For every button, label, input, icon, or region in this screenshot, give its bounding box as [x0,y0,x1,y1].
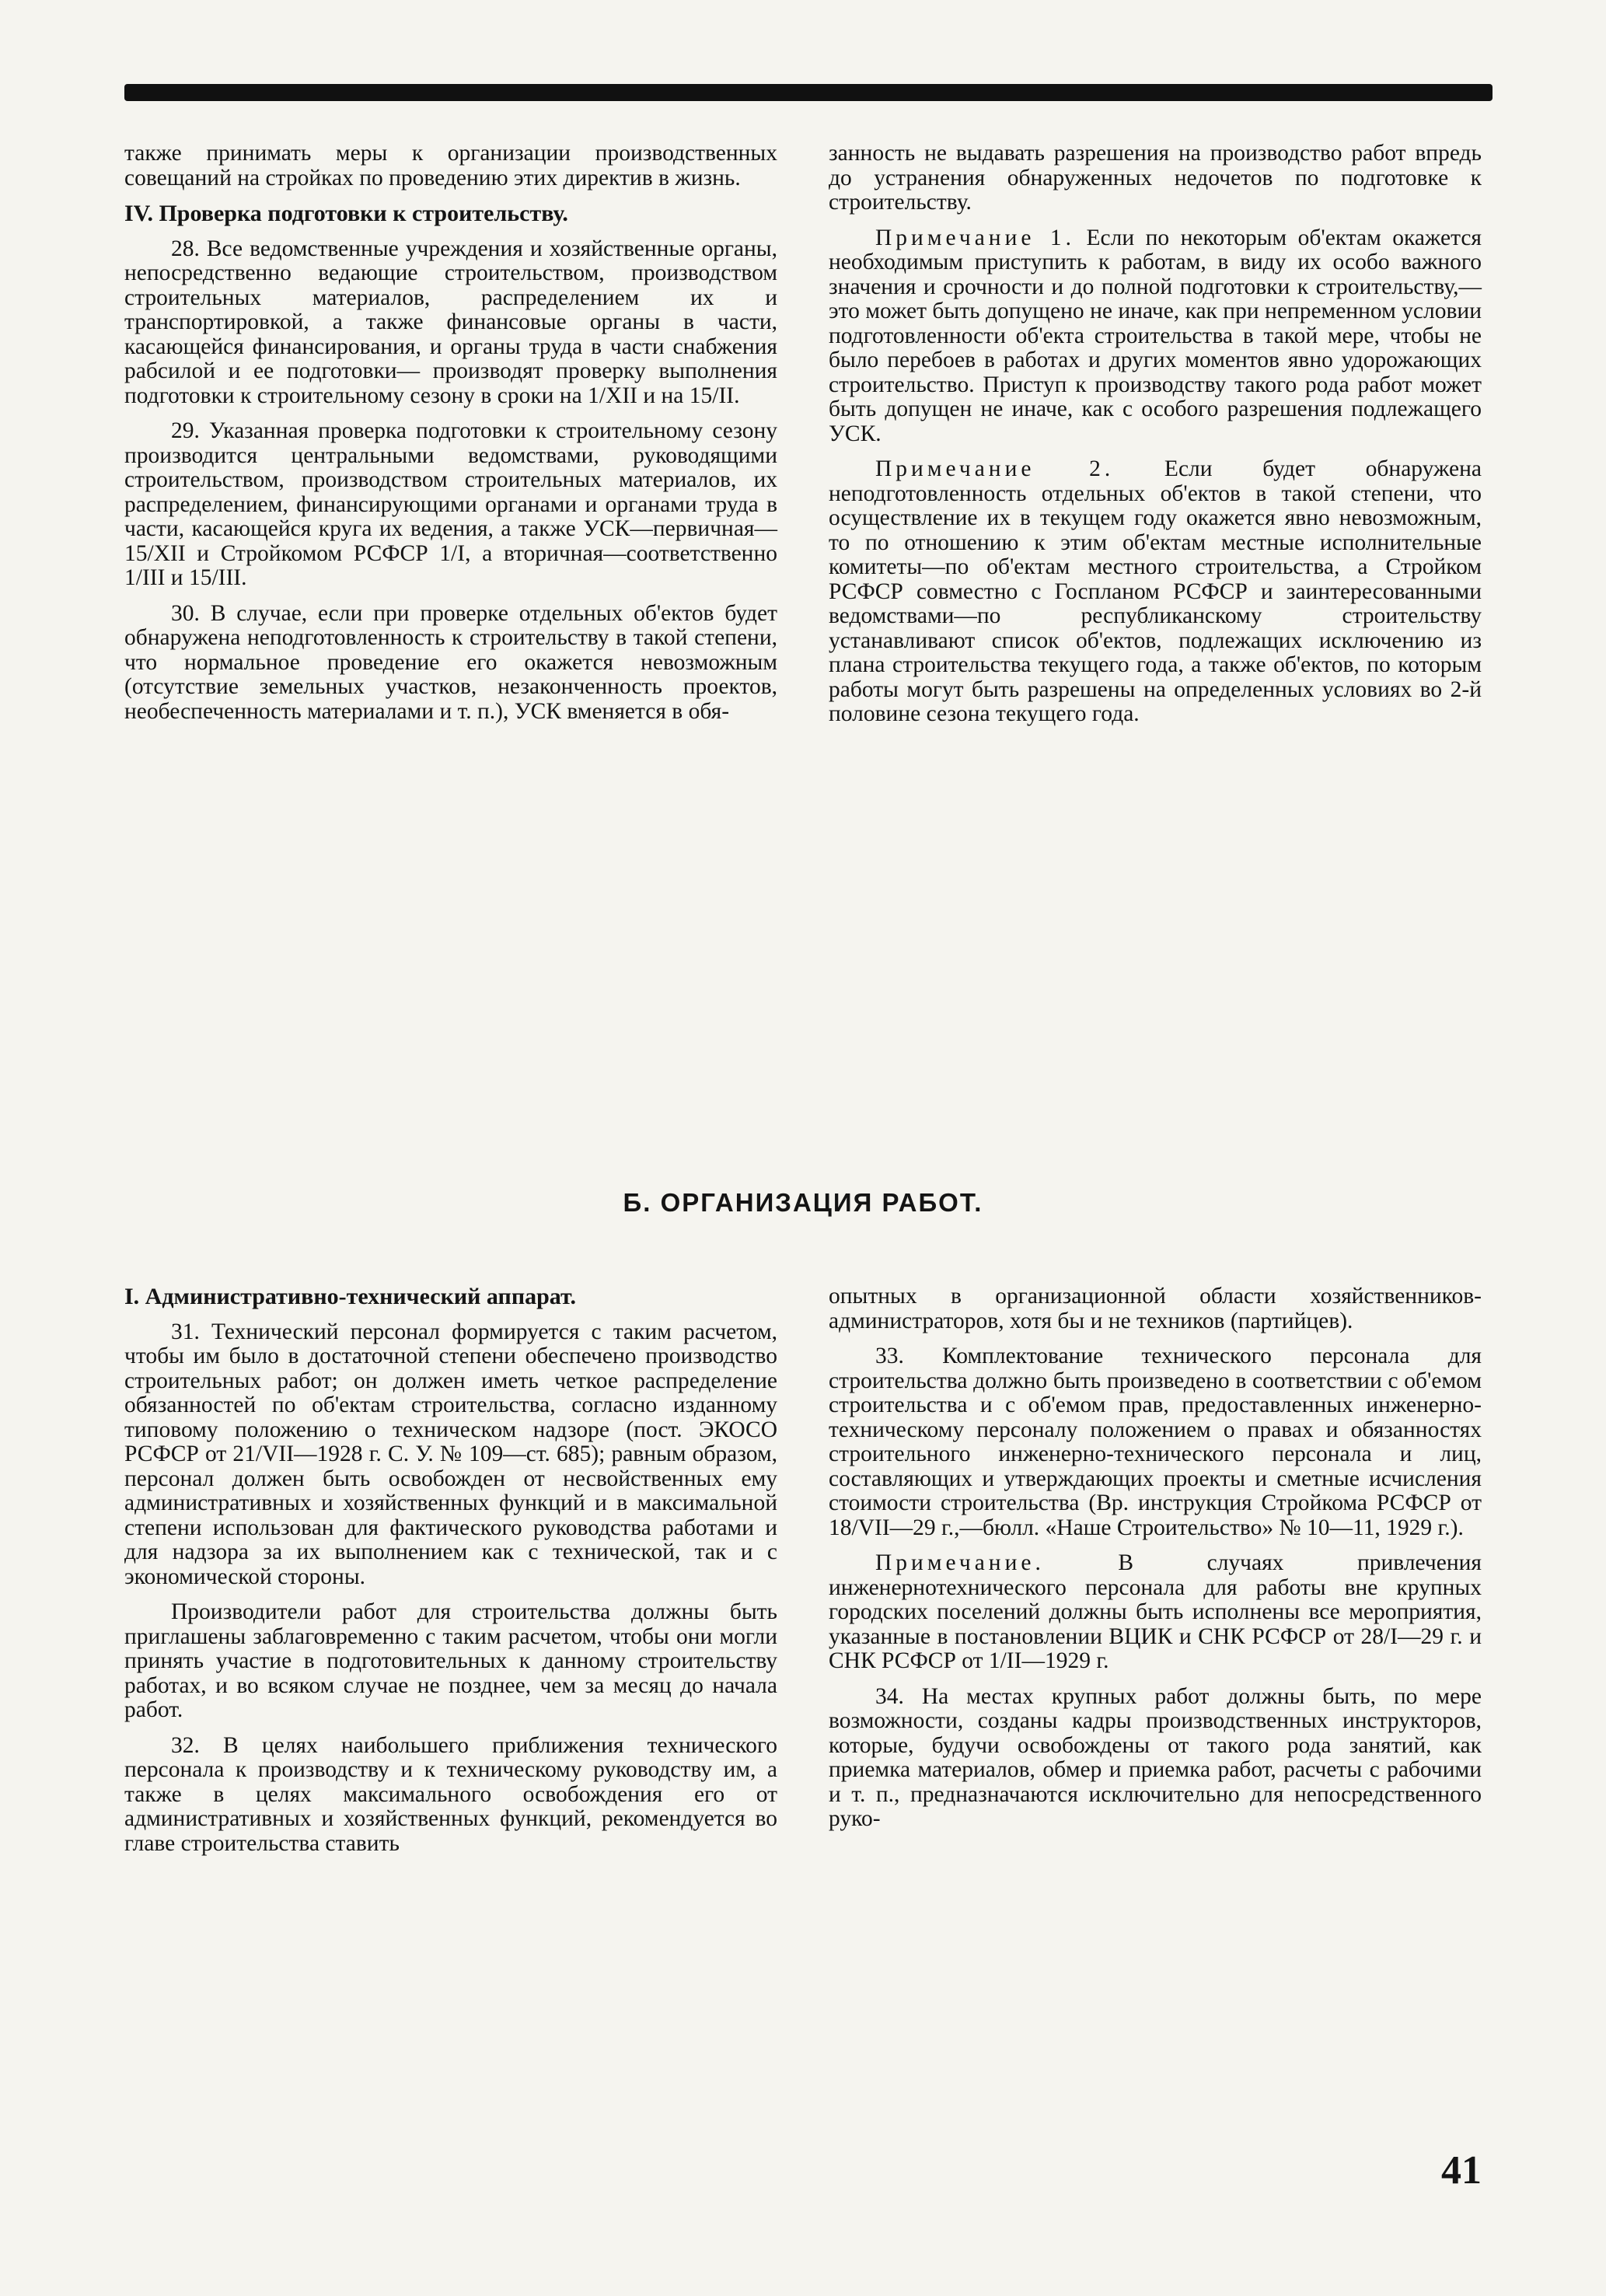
paragraph-32: 32. В целях наибольшего приближения технического персонала к производству и к техническому руководству им, а также в целях максимального освобождения его от административных и хозяйственных функций, рекомендуется во главе строительства ставить [124,1732,777,1856]
carryover-paragraph: опытных в организационной области хозяйственников-администраторов, хотя бы и не техников (партийцев). [829,1284,1482,1333]
paragraph-31: 31. Технический персонал формируется с таким расчетом, чтобы им было в достаточной степени обеспечено производство строительных работ; он должен иметь четкое распределение обязанностей по об'ектам строительства, согласно изданному типовому положению о техническом надзоре (пост. ЭКОСО РСФСР от 21/VII—1928 г. С. У. № 109—ст. 685); равным образом, персонал должен быть освобожден от несвойственных ему административных и хозяйственных функций и в максимальной степени использован для фактического руководства работами и для надзора за их выполнением как с технической, так и с экономической стороны. [124,1319,777,1589]
paragraph-33: 33. Комплектование технического персонала для строительства должно быть произведено в соответствии с об'емом строительства и с об'емом прав, предоставленных инженерно-техническому персоналу положением о правах и обязанностях строительного инженерно-технического персонала и лиц, составляющих и утверждающих проекты и сметные исчисления стоимости строительства (Вр. инструкция Стройкома РСФСР от 18/VII—29 г.,—бюлл. «Наше Строительство» № 10—11, 1929 г.). [829,1344,1482,1540]
paragraph-28: 28. Все ведомственные учреждения и хозяйственные органы, непосредственно ведающие строительством, производством строительных материалов, распределением их и транспортировкой, а также финансовые органы в части, касающейся финансирования, и органы труда в части снабжения рабсилой и ее подготовки— производят проверку выполнения подготовки к строительному сезону в сроки на 1/XII и на 15/II. [124,236,777,408]
carryover-paragraph: также принимать меры к организации производственных совещаний на стройках по проведению этих директив в жизнь. [124,141,777,190]
subsection-heading-i: I. Административно-технический аппарат. [124,1284,576,1309]
note-1-text: Если по некоторым об'ектам окажется необходимым приступить к работам, в виду их особо важного значения и срочности и до полной подготовки к строительству,—это может быть допущено не иначе, как при непременном условии подготовленности об'екта строительства в такой мере, чтобы не было перебоев в работах и других моментов явно удорожающих строительство. Приступ к производству такого рода работ может быть допущен не иначе, как с особого разрешения подлежащего УСК. [829,225,1482,446]
paragraph-30: 30. В случае, если при проверке отдельных об'ектов будет обнаружена неподготовленность к строительству в такой степени, что нормальное проведение его окажется невозможным (отсутствие земельных участков, незаконченность проектов, необеспеченность материалами и т. п.), УСК вменяется в обя- [124,600,777,724]
bottom-right-column [829,1284,1482,1843]
note-2-text: Если будет обнаружена неподготовленность отдельных об'ектов в такой степени, что осуществление их в текущем году окажется явно невозможным, то по отношению к этим об'ектам местные исполнительные комитеты—по об'ектам местного строительства, а Стройком РСФСР совместно с Госпланом РСФСР и заинтересованными ведомствами—по республиканскому строительству устанавливают список об'ектов, подлежащих исключению из плана строительства текущего года, а также об'ектов, по которым работы могут быть разрешены на определенных условиях во 2-й половине сезона текущего года. [829,456,1482,726]
top-rule [124,84,1493,101]
paragraph-29: 29. Указанная проверка подготовки к строительному сезону производится центральными ведомствами, руководящими строительством, производством строительных материалов, их распределением, финансирующими органами и органами труда в части, касающейся круга их ведения, а также УСК—первичная—15/XII и Стройкомом РСФСР 1/I, а вторичная—соответственно 1/III и 15/III. [124,418,777,590]
carryover-paragraph: занность не выдавать разрешения на производство работ впредь до устранения обнаруженных недочетов по подготовке к строительству. [829,141,1482,215]
note-1 [829,226,1482,447]
note-1-label: Примечание 1. [875,225,1076,250]
note-text: В случаях привлечения инженернотехнического персонала для работы вне крупных городских поселений должны быть исполнены все мероприятия, указанные в постановлении ВЦИК и СНК РСФСР от 28/I—29 г. и СНК РСФСР от 1/II—1929 г. [829,1550,1482,1673]
section-b-title: Б. ОРГАНИЗАЦИЯ РАБОТ. [623,1188,983,1217]
note [829,1551,1482,1674]
top-right-column [829,142,1482,738]
bottom-left-column [124,1284,777,1867]
note-2-label: Примечание 2. [875,456,1115,481]
section-heading-iv: IV. Проверка подготовки к строительству. [124,201,568,226]
top-left-column [124,142,777,735]
paragraph-34: 34. На местах крупных работ должны быть, по мере возможности, созданы кадры производственных инструкторов, которые, будучи освобождены от такого рода занятий, как приемка материалов, обмер и приемка работ, расчеты с рабочими и т. п., предназначаются исключительно для непосредственного руко- [829,1683,1482,1831]
note-label: Примечание. [875,1550,1045,1575]
paragraph-producers: Производители работ для строительства должны быть приглашены заблаговременно с таким расчетом, чтобы они могли принять участие в подготовительных к данному строительству работах, и во всяком случае не позднее, чем за месяц до начала работ. [124,1599,777,1722]
page-number: 41 [1441,2148,1482,2193]
note-2 [829,457,1482,727]
